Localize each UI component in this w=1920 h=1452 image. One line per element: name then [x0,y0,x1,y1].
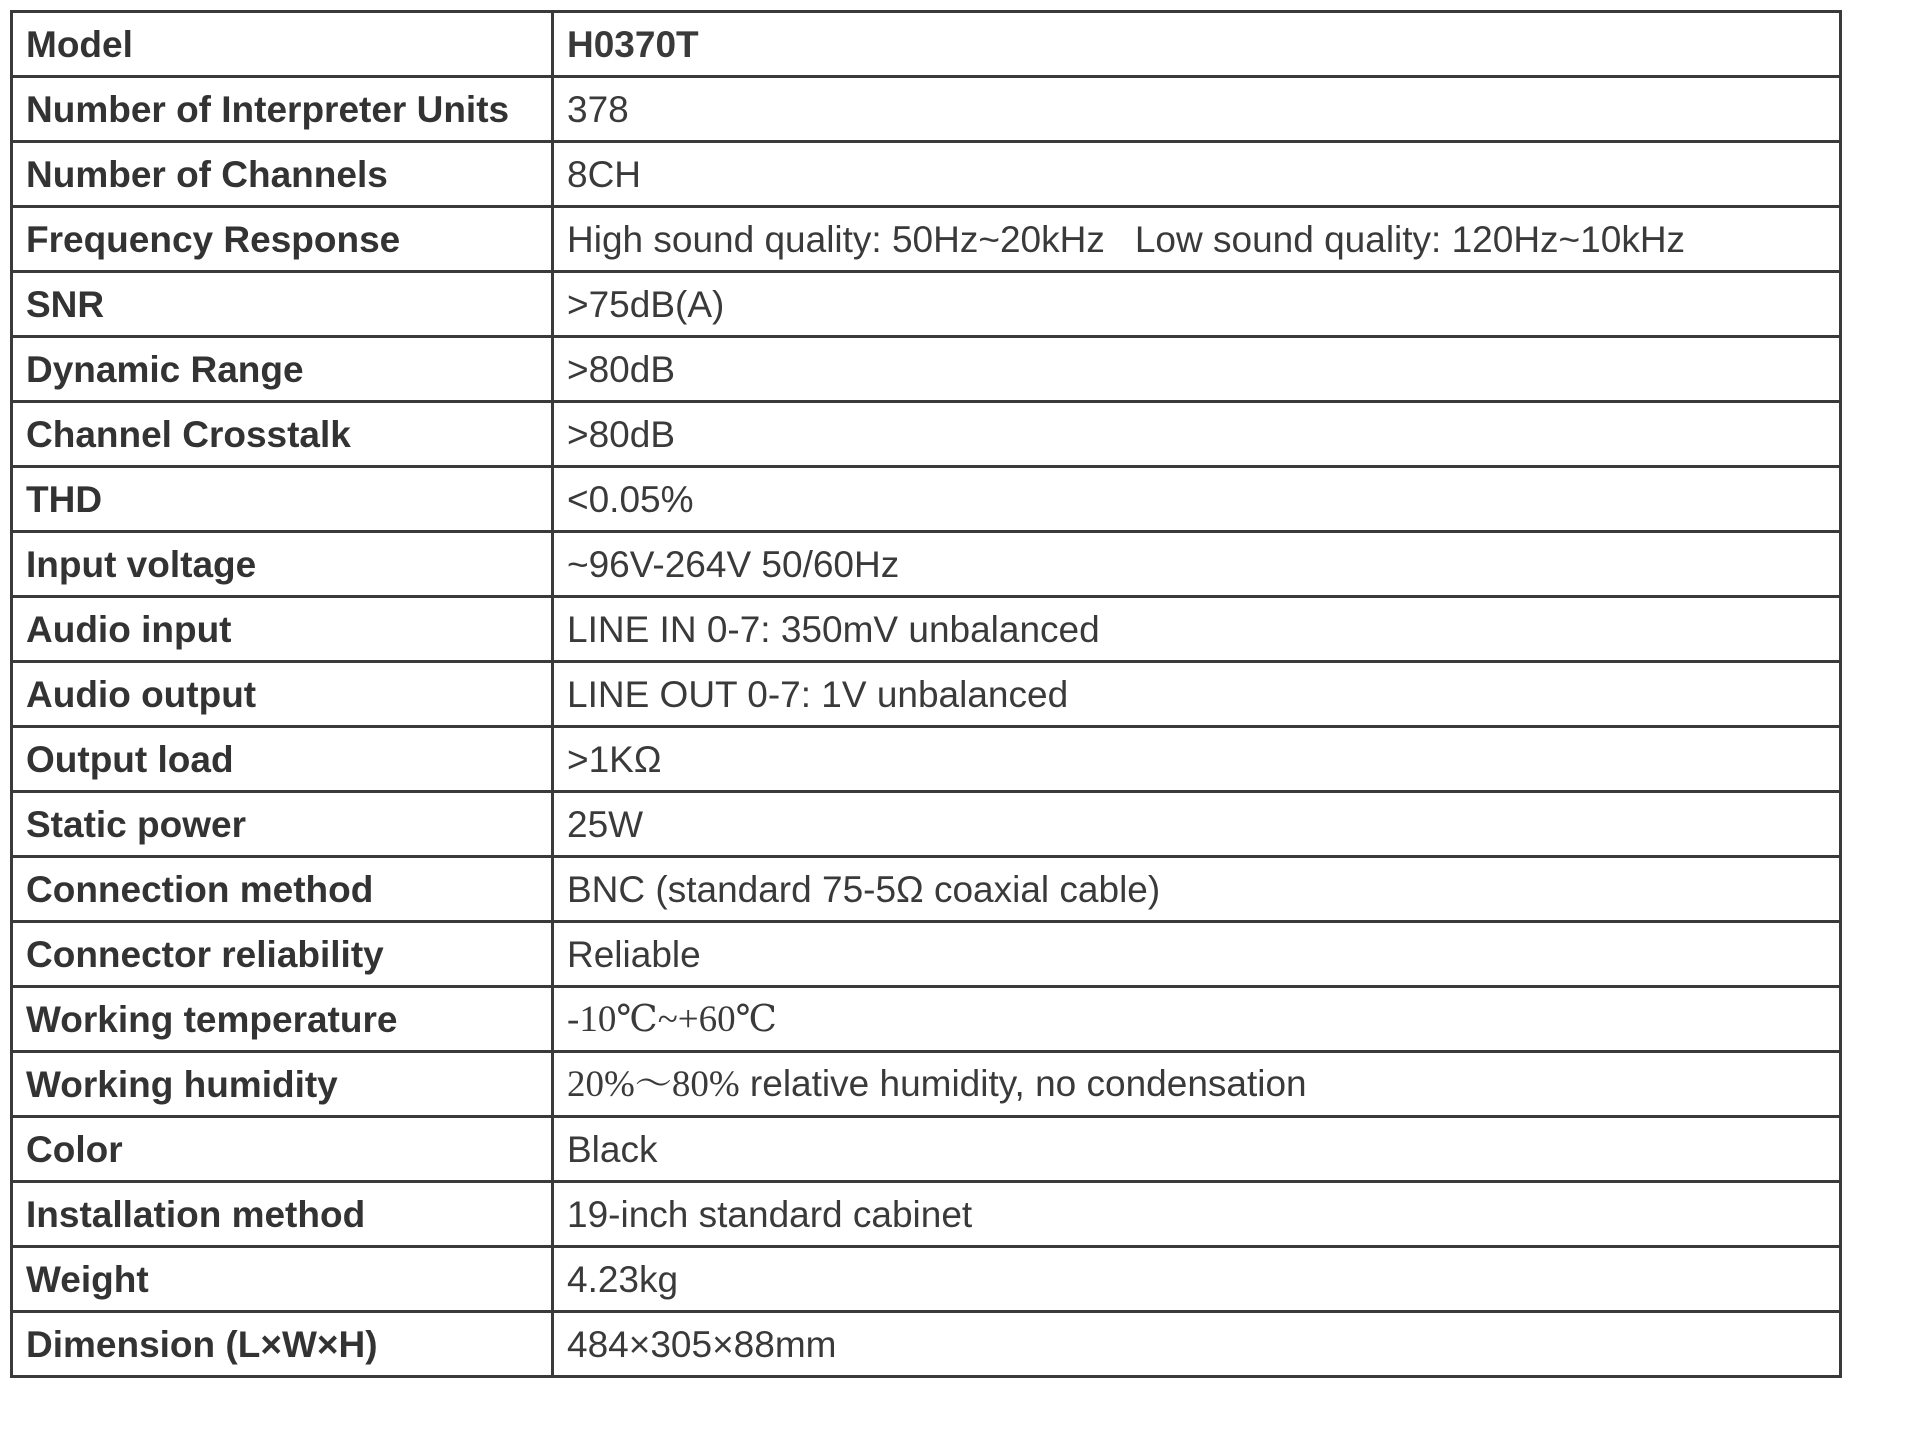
spec-row-weight [12,1247,1841,1312]
spec-value: 4.23kg [553,1247,1841,1312]
high-quality-response: High sound quality: 50Hz~20kHz [567,218,1105,260]
spec-row-snr [12,272,1841,337]
spec-row-connector-reliability [12,922,1841,987]
humidity-description: relative humidity, no condensation [739,1063,1307,1104]
low-quality-response: Low sound quality: 120Hz~10kHz [1134,218,1686,260]
spec-value: >75dB(A) [553,272,1841,337]
spec-label: SNR [12,272,553,337]
spec-label: Connection method [12,857,553,922]
spec-value [553,1052,1841,1117]
spec-label: Output load [12,727,553,792]
spec-row-channels [12,142,1841,207]
spec-row-color [12,1117,1841,1182]
spec-value: >80dB [553,402,1841,467]
spec-label: Static power [12,792,553,857]
spec-label: Dynamic Range [12,337,553,402]
spec-row-frequency-response [12,207,1841,272]
spec-label: Number of Channels [12,142,553,207]
spec-label: Model [12,12,553,77]
spec-row-interpreter-units [12,77,1841,142]
spec-value: BNC (standard 75-5Ω coaxial cable) [553,857,1841,922]
spec-value: 8CH [553,142,1841,207]
spec-value: -10℃~+60℃ [553,987,1841,1052]
spec-label: THD [12,467,553,532]
spec-value [553,207,1841,272]
spec-value: Black [553,1117,1841,1182]
spec-table [10,10,1842,1378]
spec-value: LINE OUT 0-7: 1V unbalanced [553,662,1841,727]
spec-row-channel-crosstalk [12,402,1841,467]
spec-value: >1KΩ [553,727,1841,792]
spec-value: ~96V-264V 50/60Hz [553,532,1841,597]
spec-label: Weight [12,1247,553,1312]
spec-label: Connector reliability [12,922,553,987]
spec-row-working-humidity [12,1052,1841,1117]
spec-row-installation-method [12,1182,1841,1247]
spec-label: Number of Interpreter Units [12,77,553,142]
spec-row-working-temperature [12,987,1841,1052]
spec-value: 19-inch standard cabinet [553,1182,1841,1247]
spec-row-dimension [12,1312,1841,1377]
spec-label: Audio input [12,597,553,662]
spec-row-model [12,12,1841,77]
spec-row-input-voltage [12,532,1841,597]
spec-value: >80dB [553,337,1841,402]
spec-label: Installation method [12,1182,553,1247]
spec-row-connection-method [12,857,1841,922]
spec-label: Dimension (L×W×H) [12,1312,553,1377]
spec-value: 25W [553,792,1841,857]
spec-value: 378 [553,77,1841,142]
spec-value: H0370T [553,12,1841,77]
humidity-range: 20%～80% [567,1064,740,1105]
spec-label: Color [12,1117,553,1182]
spec-label: Working humidity [12,1052,553,1117]
spec-row-dynamic-range [12,337,1841,402]
spec-value: Reliable [553,922,1841,987]
spec-row-audio-input [12,597,1841,662]
spec-row-audio-output [12,662,1841,727]
spec-label: Channel Crosstalk [12,402,553,467]
spec-label: Working temperature [12,987,553,1052]
spec-row-thd [12,467,1841,532]
spec-value: 484×305×88mm [553,1312,1841,1377]
spec-label: Audio output [12,662,553,727]
spec-value: LINE IN 0-7: 350mV unbalanced [553,597,1841,662]
spec-value: <0.05% [553,467,1841,532]
spec-label: Input voltage [12,532,553,597]
spec-row-static-power [12,792,1841,857]
spec-label: Frequency Response [12,207,553,272]
spec-row-output-load [12,727,1841,792]
